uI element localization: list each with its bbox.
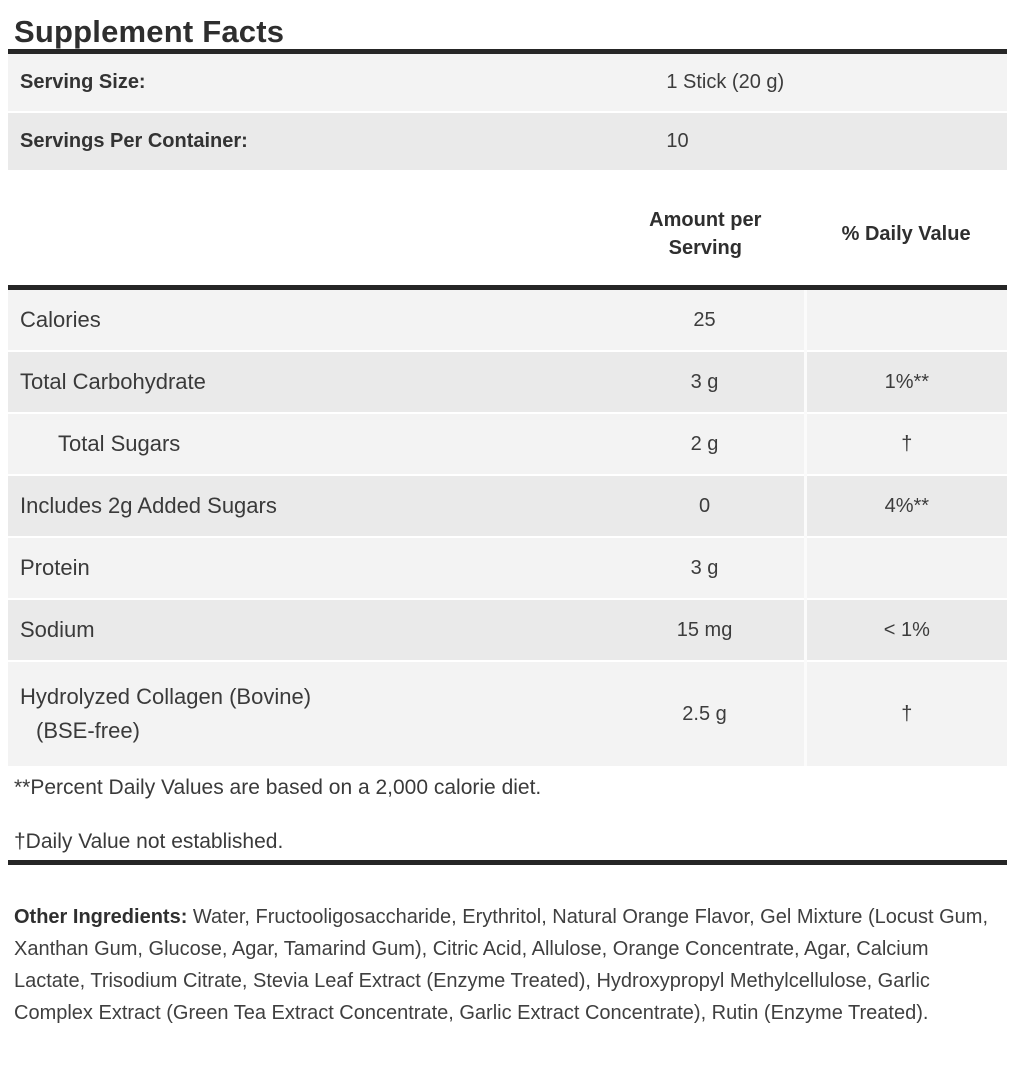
table-row-total-sugars [8, 413, 1007, 475]
nutrition-header-row [8, 170, 1007, 285]
nutrient-dv: † [805, 661, 1007, 766]
nutrient-name: Calories [20, 307, 101, 332]
footnote-dagger: †Daily Value not established. [14, 830, 284, 853]
table-row-hydrolyzed-collagen [8, 661, 1007, 766]
serving-size-value: 1 Stick (20 g) [666, 71, 785, 93]
table-row-total-carbohydrate [8, 351, 1007, 413]
footnotes-divider [8, 860, 1007, 865]
nutrient-dv: 4%** [805, 475, 1007, 537]
table-row-sodium [8, 599, 1007, 661]
amount-per-serving-header: Amount per Serving [605, 170, 805, 285]
other-ingredients-label: Other Ingredients: [14, 906, 188, 928]
panel-title: Supplement Facts [14, 14, 285, 49]
daily-value-header: % Daily Value [805, 170, 1007, 285]
nutrient-amount: 2 g [690, 432, 719, 455]
nutrient-dv: † [805, 413, 1007, 475]
footnotes [8, 766, 1007, 860]
nutrient-amount: 25 [693, 308, 716, 331]
nutrient-name: Total Carbohydrate [20, 369, 206, 394]
nutrient-name: Total Sugars [58, 431, 181, 456]
servings-per-container-label: Servings Per Container: [20, 130, 248, 152]
nutrient-dv [805, 537, 1007, 599]
nutrient-amount: 3 g [690, 556, 719, 579]
nutrient-column-spacer [8, 170, 605, 285]
table-row-protein [8, 537, 1007, 599]
serving-info-table [8, 54, 1007, 170]
serving-size-row [8, 54, 1007, 112]
nutrient-amount: 2.5 g [682, 702, 727, 725]
nutrient-amount: 3 g [690, 370, 719, 393]
table-row-calories [8, 290, 1007, 351]
other-ingredients-text: Water, Fructooligosaccharide, Erythritol, Natural Orange Flavor, Gel Mixture (Locust Gum, Xanthan Gum, Glucose, Agar, Tamarind Gum), Citric Acid, Allulose, Orange Concentrate, Agar, Calcium Lactate, Trisodium Citrate, Stevia Leaf Extract (Enzyme Treated), Hydroxypropyl Methylcellulose, Garlic Complex Extract (Green Tea Extract Concentrate, Garlic Extract Concentrate), Rutin (Enzyme Treated). [14, 906, 989, 1024]
nutrient-dv [805, 290, 1007, 351]
servings-per-container-value: 10 [666, 130, 689, 152]
nutrient-amount: 15 mg [676, 618, 733, 641]
nutrient-dv: 1%** [805, 351, 1007, 413]
footnote-daily-values: **Percent Daily Values are based on a 2,000 calorie diet. [14, 776, 542, 799]
nutrient-name: Sodium [20, 617, 95, 642]
nutrient-amount: 0 [698, 494, 711, 517]
nutrient-dv: < 1% [805, 599, 1007, 661]
serving-size-label: Serving Size: [20, 71, 146, 93]
servings-per-container-row [8, 112, 1007, 170]
other-ingredients [8, 901, 1007, 1029]
nutrient-name: Includes 2g Added Sugars [20, 493, 277, 518]
nutrient-name-line2: (BSE-free) [36, 718, 140, 743]
table-row-added-sugars [8, 475, 1007, 537]
nutrient-name: Hydrolyzed Collagen (Bovine) (BSE-free) [8, 661, 605, 766]
nutrition-table [8, 170, 1007, 766]
nutrient-name: Protein [20, 555, 90, 580]
